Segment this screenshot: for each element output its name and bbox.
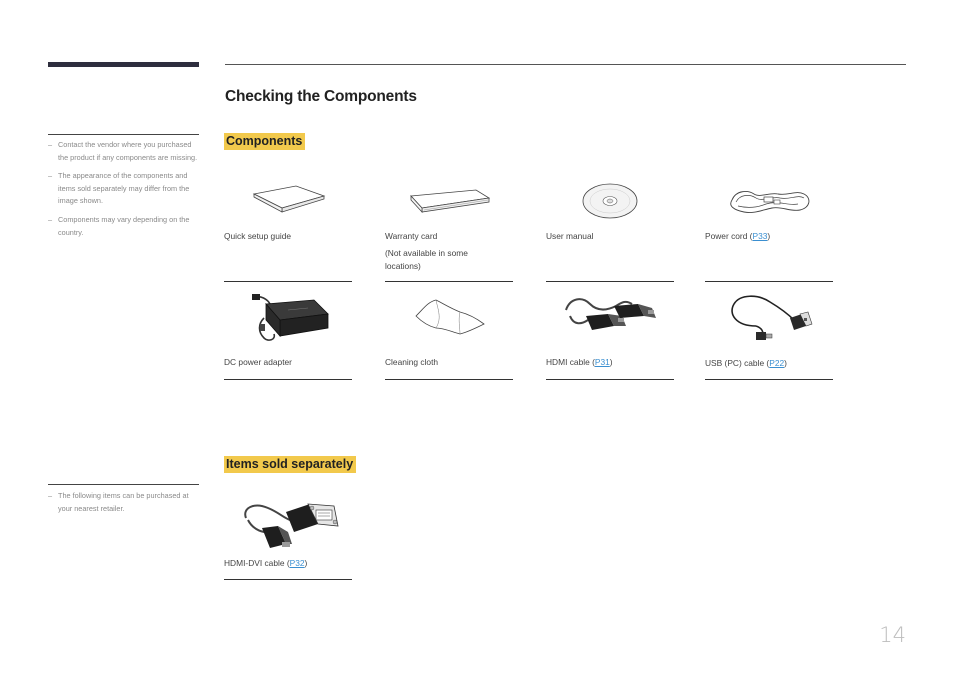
note-dash: – — [48, 171, 53, 181]
item-caption-warranty-card-note: (Not available in some locations) — [385, 248, 468, 271]
item-rule — [546, 281, 674, 282]
caption-text: USB (PC) cable ( — [705, 358, 770, 368]
note-text: Components may vary depending on the country. — [58, 214, 190, 237]
item-caption-quick-setup-guide: Quick setup guide — [224, 231, 292, 241]
notes-rule — [48, 134, 199, 135]
warranty-card-image — [410, 190, 490, 216]
header-rule — [225, 64, 906, 65]
dc-power-adapter-image — [248, 294, 332, 344]
note-item — [48, 490, 200, 515]
note-dash: – — [48, 140, 53, 149]
user-manual-cd-image — [582, 183, 638, 219]
page-title: Checking the Components — [225, 88, 417, 105]
item-rule — [385, 379, 513, 380]
item-caption-hdmi-dvi-cable — [224, 557, 307, 570]
note-text: The following items can be purchased at your nearest retailer. — [58, 491, 189, 513]
caption-close: ) — [304, 558, 308, 568]
notes-rule — [48, 484, 199, 485]
item-caption-dc-power-adapter: DC power adapter — [224, 357, 292, 367]
notes-list — [48, 139, 200, 245]
section-heading-components — [224, 132, 305, 150]
item-caption-cleaning-cloth: Cleaning cloth — [385, 357, 439, 367]
note-text: The appearance of the components and items sold separately may differ from the image shown. — [58, 171, 190, 206]
item-caption-hdmi-cable — [546, 356, 613, 369]
page-link-p22[interactable]: P22 — [769, 358, 785, 368]
hdmi-dvi-cable-image — [238, 498, 342, 558]
note-item — [48, 170, 200, 208]
item-rule — [224, 281, 352, 282]
page-link-p33[interactable]: P33 — [752, 231, 768, 241]
sidebar-accent-bar — [48, 62, 199, 67]
note-text: Contact the vendor where you purchased the product if any components are missing. — [58, 140, 198, 162]
item-caption-power-cord — [705, 230, 770, 243]
item-caption-warranty-card: Warranty card — [385, 231, 438, 241]
notes-list-2 — [48, 490, 200, 521]
page-number: 14 — [879, 623, 906, 647]
note-dash: – — [48, 214, 53, 224]
page-link-p31[interactable]: P31 — [594, 357, 610, 367]
item-rule — [705, 281, 833, 282]
quick-setup-guide-image — [252, 186, 326, 216]
usb-cable-image — [726, 292, 812, 346]
note-item — [48, 139, 200, 164]
caption-close: ) — [609, 357, 613, 367]
power-cord-image — [726, 188, 812, 216]
item-rule — [385, 281, 513, 282]
hdmi-cable-image — [562, 296, 662, 342]
caption-text: HDMI-DVI cable ( — [224, 558, 290, 568]
caption-text: HDMI cable ( — [546, 357, 595, 367]
note-dash: – — [48, 491, 53, 500]
page-link-p32[interactable]: P32 — [289, 558, 305, 568]
caption-close: ) — [784, 358, 787, 368]
section-heading-text: Components — [224, 133, 305, 150]
item-caption-user-manual: User manual — [546, 231, 594, 241]
item-rule — [224, 579, 352, 580]
item-rule — [546, 379, 674, 380]
item-rule — [705, 379, 833, 380]
cleaning-cloth-image — [414, 298, 486, 336]
section-heading-text: Items sold separately — [224, 456, 356, 473]
item-caption-usb-cable — [705, 357, 787, 370]
caption-text: Power cord ( — [705, 231, 753, 241]
section-heading-sold-separately — [224, 455, 356, 473]
note-item — [48, 214, 200, 239]
caption-close: ) — [767, 231, 771, 241]
item-rule — [224, 379, 352, 380]
